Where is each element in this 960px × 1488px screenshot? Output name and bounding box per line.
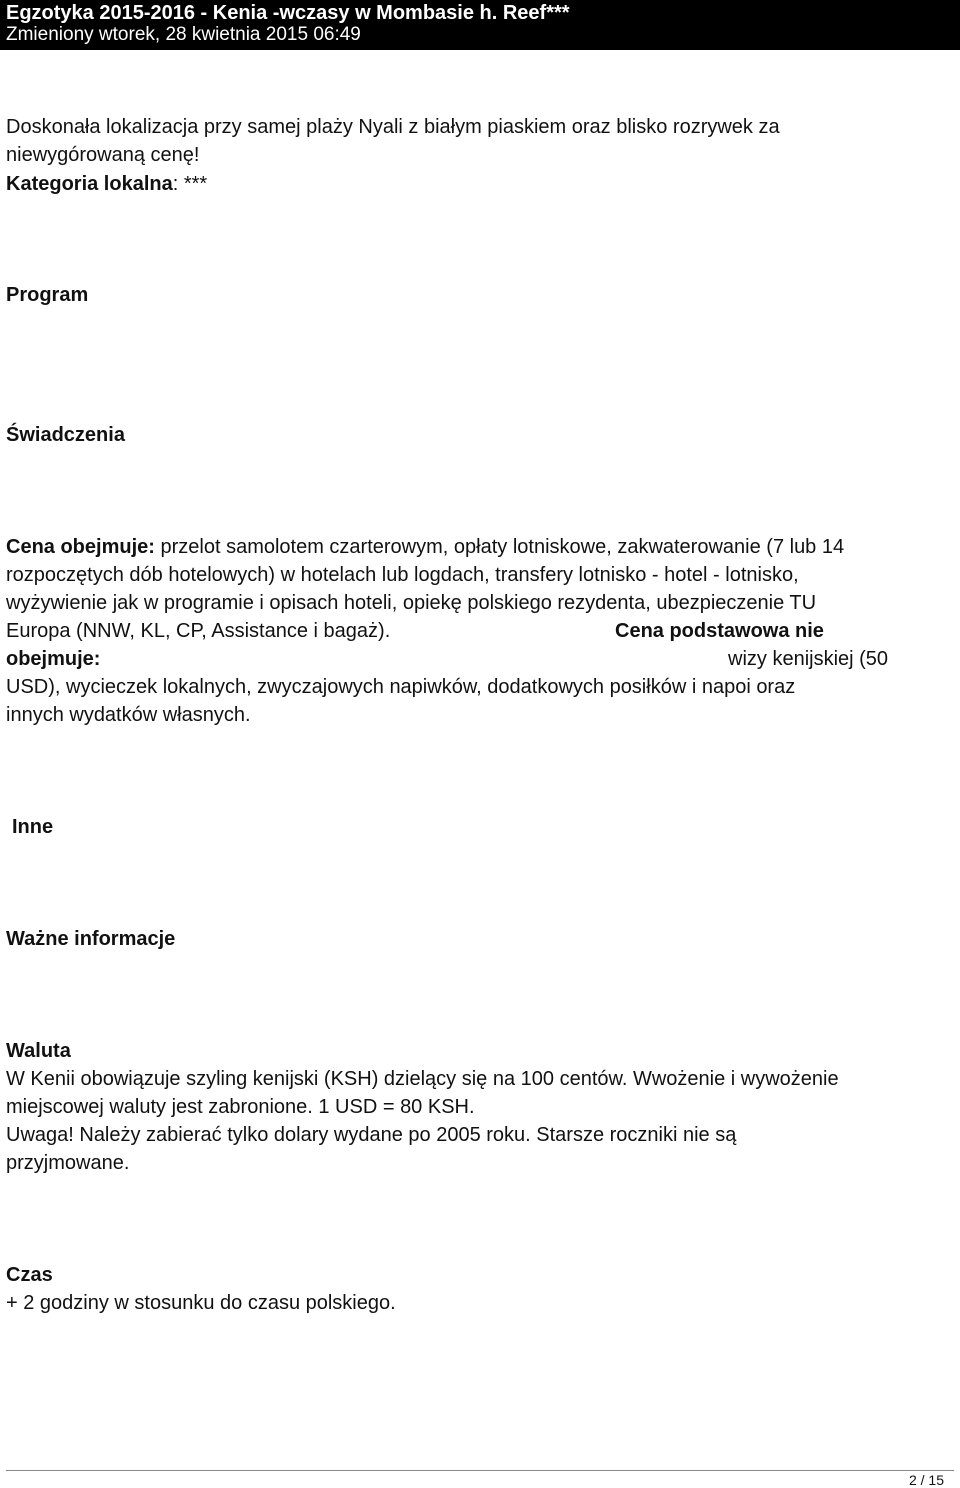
waluta-line-1: W Kenii obowiązuje szyling kenijski (KSH) dzielący się na 100 centów. Wwożenie i wywożenie — [6, 1068, 839, 1090]
price-includes-line-3: wyżywienie jak w programie i opisach hoteli, opiekę polskiego rezydenta, ubezpieczenie TU — [6, 592, 817, 614]
waluta-line-3: Uwaga! Należy zabierać tylko dolary wydane po 2005 roku. Starsze roczniki nie są — [6, 1124, 737, 1146]
page-title: Egzotyka 2015-2016 - Kenia -wczasy w Mombasie h. Reef*** — [6, 2, 570, 24]
section-heading-czas: Czas — [6, 1264, 53, 1286]
price-excludes-label-part-2: obejmuje: — [6, 648, 101, 670]
price-excludes-line-3: innych wydatków własnych. — [6, 704, 251, 726]
waluta-line-2: miejscowej waluty jest zabronione. 1 USD = 80 KSH. — [6, 1096, 475, 1118]
section-heading-inne: Inne — [12, 816, 54, 838]
price-excludes-line-1: wizy kenijskiej (50 — [728, 648, 889, 670]
waluta-line-4: przyjmowane. — [6, 1152, 130, 1174]
section-heading-wazne-informacje: Ważne informacje — [6, 928, 176, 950]
section-heading-waluta: Waluta — [6, 1040, 71, 1062]
page-number: 2 / 15 — [908, 1472, 944, 1488]
footer-divider — [6, 1470, 954, 1471]
category-value: : *** — [172, 173, 208, 195]
intro-line-2: niewygórowaną cenę! — [6, 144, 200, 166]
price-includes-line-2: rozpoczętych dób hotelowych) w hotelach lub logdach, transfery lotnisko - hotel - lotnisko, — [6, 564, 799, 586]
section-heading-swiadczenia: Świadczenia — [6, 424, 125, 446]
price-includes-label: Cena obejmuje: — [6, 536, 155, 558]
price-includes-line-4: Europa (NNW, KL, CP, Assistance i bagaż). — [6, 620, 391, 642]
category-label: Kategoria lokalna — [6, 173, 173, 195]
intro-line-1: Doskonała lokalizacja przy samej plaży Nyali z białym piaskiem oraz blisko rozrywek za — [6, 116, 780, 138]
modified-date: Zmieniony wtorek, 28 kwietnia 2015 06:49 — [6, 24, 361, 45]
price-excludes-label-part-1: Cena podstawowa nie — [615, 620, 824, 642]
page-header — [0, 0, 960, 50]
section-heading-program: Program — [6, 284, 89, 306]
price-includes-text-1: przelot samolotem czarterowym, opłaty lotniskowe, zakwaterowanie (7 lub 14 — [154, 536, 845, 558]
price-excludes-line-2: USD), wycieczek lokalnych, zwyczajowych napiwków, dodatkowych posiłków i napoi oraz — [6, 676, 796, 698]
category-line — [6, 170, 207, 198]
price-includes-line-1 — [6, 533, 844, 561]
czas-line-1: + 2 godziny w stosunku do czasu polskiego. — [6, 1292, 396, 1314]
